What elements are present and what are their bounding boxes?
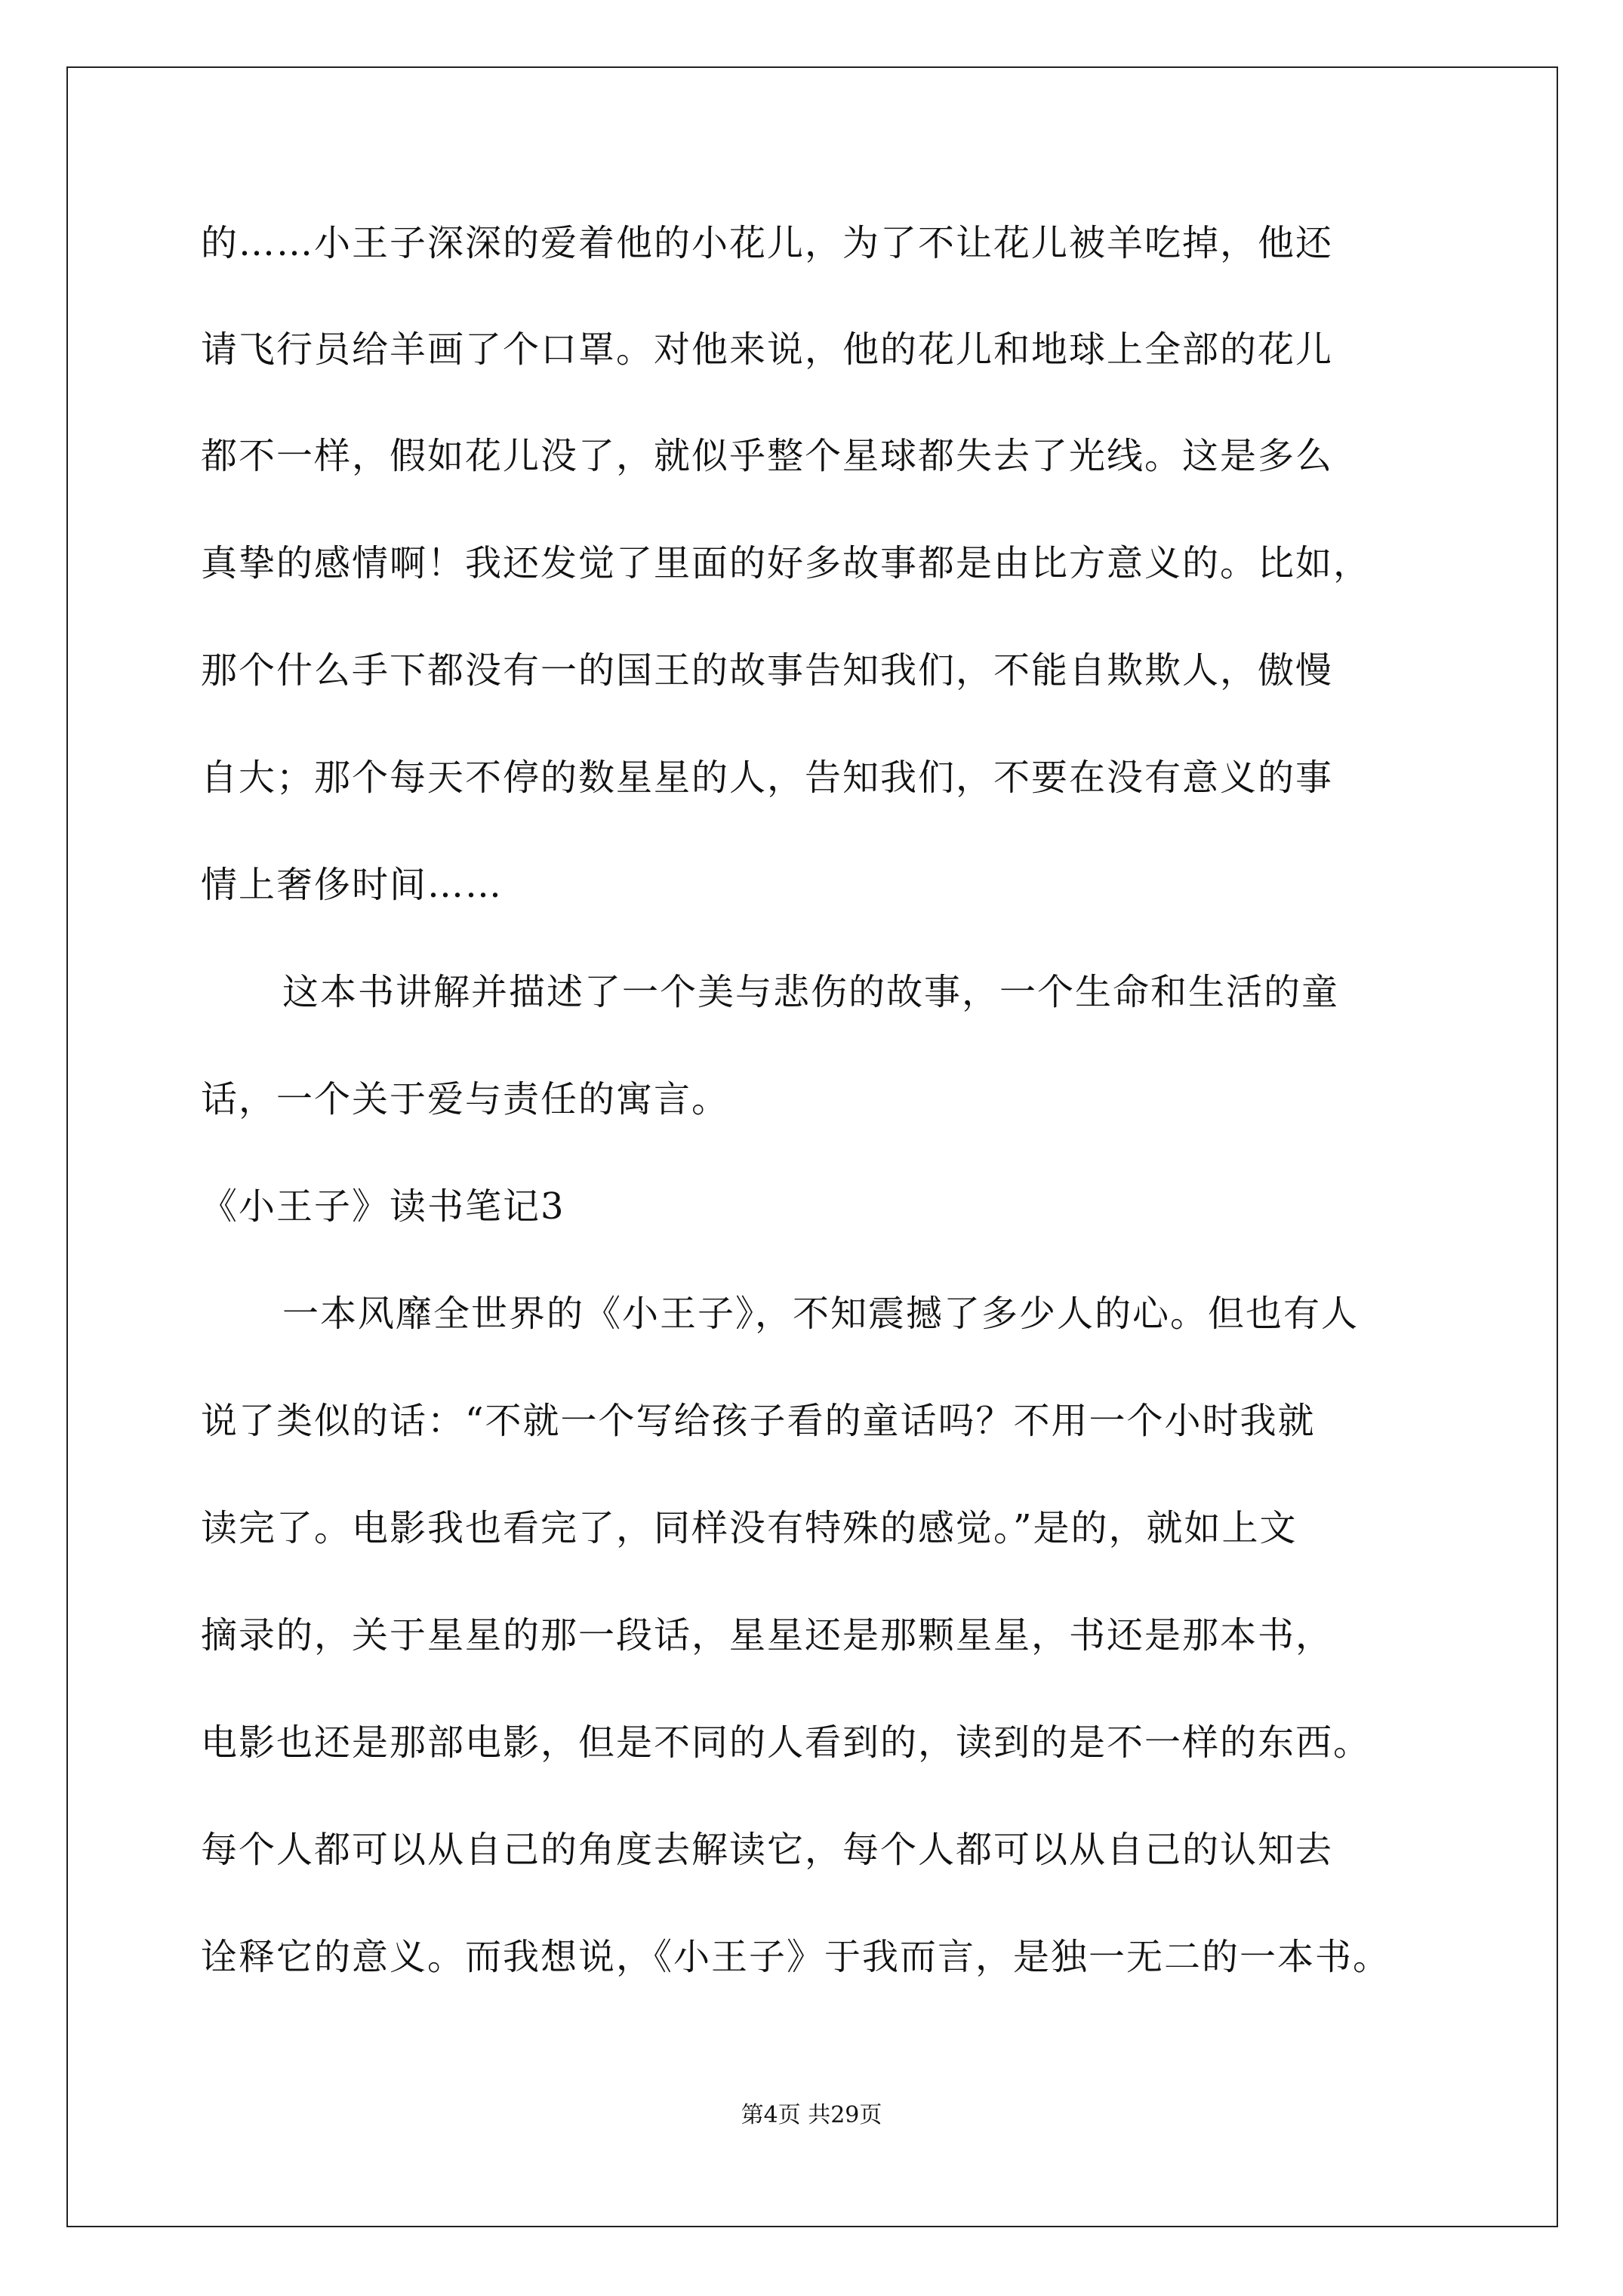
paragraph-2-line-1: 这本书讲解并描述了一个美与悲伤的故事，一个生命和生活的童 [282,971,1340,1013]
body-line-1: 的……小王子深深的爱着他的小花儿，为了不让花儿被羊吃掉，他还 [201,222,1334,264]
page-number-footer: 第4页 共29页 [741,2102,882,2128]
body-line-6: 自大；那个每天不停的数星星的人，告知我们，不要在没有意义的事 [201,757,1334,799]
body-line-7: 情上奢侈时间…… [201,864,504,906]
paragraph-3-line-6: 每个人都可以从自己的角度去解读它，每个人都可以从自己的认知去 [201,1829,1334,1871]
body-line-4: 真挚的感情啊！我还发觉了里面的好多故事都是由比方意义的。比如， [201,542,1372,584]
body-line-2: 请飞行员给羊画了个口罩。对他来说，他的花儿和地球上全部的花儿 [201,328,1334,371]
page-border [66,66,1558,2227]
body-line-5: 那个什么手下都没有一的国王的故事告知我们，不能自欺欺人，傲慢 [201,649,1334,692]
paragraph-3-line-4: 摘录的，关于星星的那一段话，星星还是那颗星星，书还是那本书， [201,1614,1334,1657]
body-line-3: 都不一样，假如花儿没了，就似乎整个星球都失去了光线。这是多么 [201,435,1334,477]
paragraph-3-line-1: 一本风靡全世界的《小王子》，不知震撼了多少人的心。但也有人 [282,1293,1360,1335]
paragraph-3-line-2: 说了类似的话：“不就一个写给孩子看的童话吗？不用一个小时我就 [201,1400,1316,1442]
paragraph-3-line-7: 诠释它的意义。而我想说，《小王子》于我而言，是独一无二的一本书。 [201,1936,1391,1978]
paragraph-3-line-3: 读完了。电影我也看完了，同样没有特殊的感觉。”是的，就如上文 [201,1507,1298,1549]
section-heading: 《小王子》读书笔记3 [201,1185,565,1228]
paragraph-3-line-5: 电影也还是那部电影，但是不同的人看到的，读到的是不一样的东西。 [201,1721,1372,1764]
paragraph-2-line-2: 话，一个关于爱与责任的寓言。 [201,1078,730,1120]
